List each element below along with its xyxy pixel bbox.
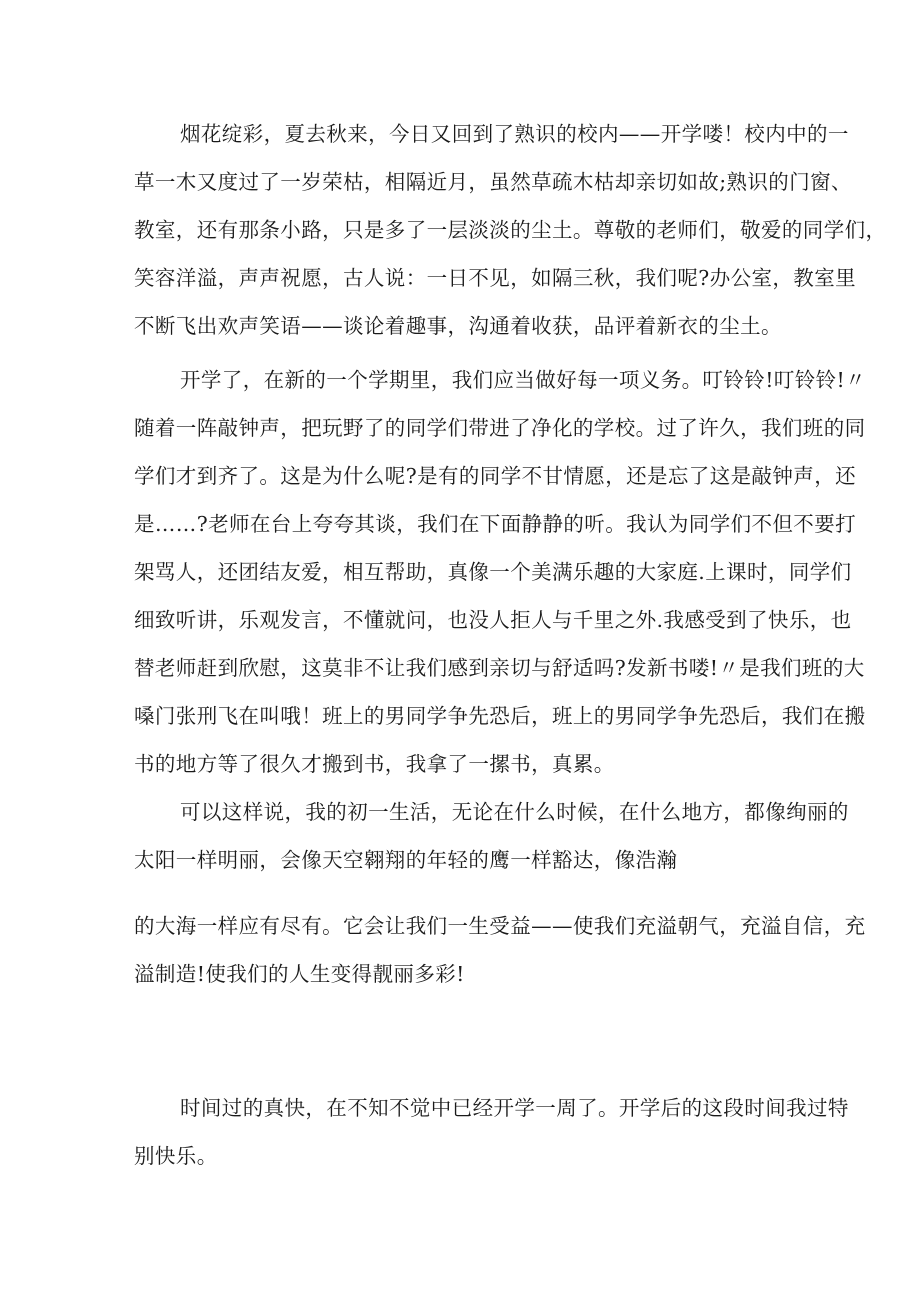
paragraph-line: 替老师赶到欣慰，这莫非不让我们感到亲切与舒适吗?发新书喽!〃是我们班的大 [134, 656, 865, 680]
paragraph-line: 教室，还有那条小路，只是多了一层淡淡的尘土。尊敬的老师们，敬爱的同学们， [134, 218, 887, 242]
paragraph-line: 不断飞出欢声笑语——谈论着趣事，沟通着收获，品评着新衣的尘土。 [134, 314, 782, 338]
paragraph-line: 别快乐。 [134, 1144, 218, 1168]
paragraph-line: 草一木又度过了一岁荣枯，相隔近月，虽然草疏木枯却亲切如故;熟识的门窗、 [134, 170, 852, 194]
paragraph-5 [134, 1084, 849, 1180]
paragraph-line: 可以这样说，我的初一生活，无论在什么时候，在什么地方，都像绚丽的 [180, 800, 849, 824]
paragraph-line: 书的地方等了很久才搬到书，我拿了一摞书，真累。 [134, 752, 615, 776]
paragraph-1 [134, 110, 887, 350]
paragraph-line: 是……?老师在台上夸夸其谈，我们在下面静静的听。我认为同学们不但不要打 [134, 512, 856, 536]
paragraph-line: 的大海一样应有尽有。它会让我们一生受益——使我们充溢朝气，充溢自信，充 [134, 914, 866, 938]
paragraph-line: 架骂人，还团结友爱，相互帮助，真像一个美满乐趣的大家庭.上课时，同学们 [134, 560, 852, 584]
paragraph-line: 随着一阵敲钟声，把玩野了的同学们带进了净化的学校。过了许久，我们班的同 [134, 416, 866, 440]
paragraph-line: 学们才到齐了。这是为什么呢?是有的同学不甘情愿，还是忘了这是敲钟声，还 [134, 464, 856, 488]
paragraph-line: 时间过的真快，在不知不觉中已经开学一周了。开学后的这段时间我过特 [180, 1096, 849, 1120]
paragraph-2 [134, 356, 867, 788]
paragraph-line: 笑容洋溢，声声祝愿，古人说：一日不见，如隔三秋，我们呢?办公室，教室里 [134, 266, 856, 290]
paragraph-line: 溢制造!使我们的人生变得靓丽多彩! [134, 962, 465, 986]
paragraph-3 [134, 788, 849, 884]
paragraph-line: 太阳一样明丽，会像天空翱翔的年轻的鹰一样豁达，像浩瀚 [134, 848, 678, 872]
paragraph-line: 烟花绽彩，夏去秋来，今日又回到了熟识的校内——开学喽！校内中的一 [180, 122, 849, 146]
paragraph-line: 细致听讲，乐观发言，不懂就问，也没人拒人与千里之外.我感受到了快乐，也 [134, 608, 852, 632]
paragraph-4 [134, 902, 866, 998]
paragraph-line: 开学了，在新的一个学期里，我们应当做好每一项义务。叮铃铃!叮铃铃!〃 [180, 368, 867, 392]
paragraph-line: 嗓门张刑飞在叫哦！班上的男同学争先恐后，班上的男同学争先恐后，我们在搬 [134, 704, 866, 728]
